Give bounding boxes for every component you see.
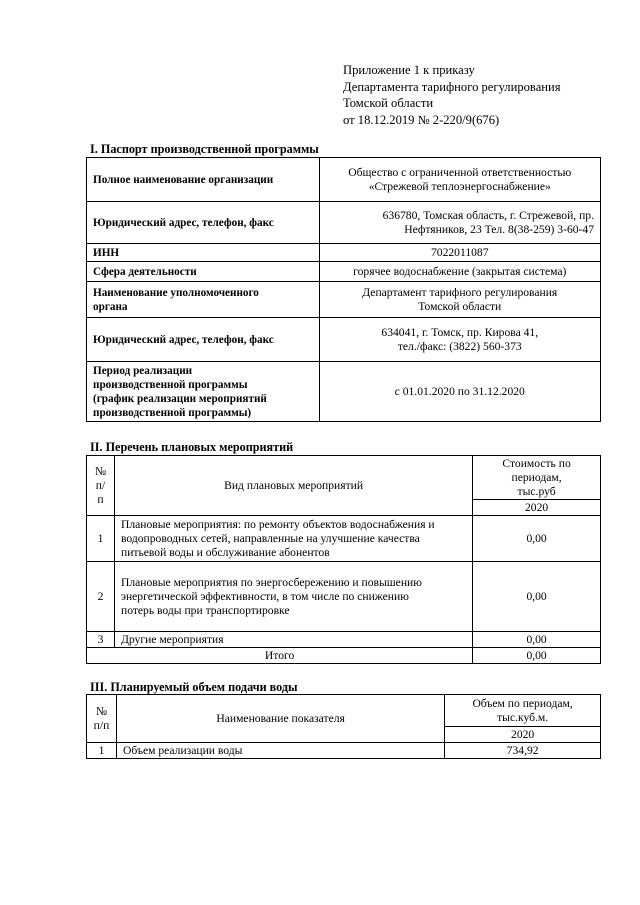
- table-row: [87, 632, 601, 648]
- text-line: потерь воды при транспортировке: [120, 603, 290, 617]
- row-cost: 0,00: [473, 632, 601, 648]
- row-num: 1: [87, 516, 115, 562]
- value-line: «Стрежевой теплоэнергоснабжение»: [368, 179, 551, 193]
- year-header: 2020: [473, 500, 601, 516]
- text-line: Плановые мероприятия по энергосбережению и повышению: [120, 575, 422, 589]
- passport-row: [87, 202, 601, 244]
- row-cost: 0,00: [473, 562, 601, 632]
- total-label: Итого: [87, 648, 473, 664]
- section-1-title: I. Паспорт производственной программы: [90, 142, 319, 156]
- passport-value: с 01.01.2020 по 31.12.2020: [319, 362, 600, 422]
- passport-value: [319, 318, 600, 362]
- label-line: Наименование уполномоченного: [93, 286, 259, 299]
- row-text: Другие мероприятия: [114, 632, 472, 648]
- row-num: 1: [87, 743, 117, 759]
- passport-row: [87, 244, 601, 262]
- activities-table: [86, 455, 601, 664]
- label-line: (график реализации мероприятий: [93, 392, 267, 405]
- appendix-line-4: от 18.12.2019 № 2-220/9(676): [343, 112, 500, 127]
- passport-value: [319, 158, 600, 202]
- text-line: водопроводных сетей, направленные на улучшение качества: [120, 531, 420, 545]
- value-line: Томской области: [418, 299, 502, 313]
- total-value: 0,00: [473, 648, 601, 664]
- table-row: [87, 743, 601, 759]
- col-name-header: Наименование показателя: [116, 695, 444, 743]
- appendix-header: [343, 62, 561, 128]
- volume-header-row: [87, 695, 601, 727]
- label-line: Период реализации: [93, 364, 193, 377]
- water-volume-table: [86, 694, 601, 759]
- text-line: питьевой воды и обслуживание абонентов: [120, 545, 330, 559]
- passport-row: [87, 158, 601, 202]
- header-line: периодам,: [511, 470, 562, 484]
- appendix-line-3: Томской области: [343, 96, 434, 111]
- header-line: п/п: [95, 478, 106, 506]
- value-line: Общество с ограниченной ответственностью: [348, 165, 572, 179]
- passport-row: [87, 318, 601, 362]
- section-3-title: III. Планируемый объем подачи воды: [90, 680, 298, 694]
- year-header: 2020: [445, 727, 601, 743]
- table-row: [87, 516, 601, 562]
- label-line: производственной программы): [93, 406, 252, 419]
- row-name: Объем реализации воды: [116, 743, 444, 759]
- appendix-line-1: Приложение 1 к приказу: [343, 63, 475, 77]
- total-row: [87, 648, 601, 664]
- passport-label: Полное наименование организации: [87, 158, 320, 202]
- label-line: органа: [93, 300, 128, 313]
- passport-row: [87, 362, 601, 422]
- passport-label: Юридический адрес, телефон, факс: [87, 318, 320, 362]
- header-line: Стоимость по: [502, 456, 571, 470]
- activities-header-row: [87, 456, 601, 500]
- col-volume-header: [445, 695, 601, 727]
- value-line: 636780, Томская область, г. Стрежевой, пр.: [382, 208, 594, 222]
- passport-row: [87, 282, 601, 318]
- passport-label: Юридический адрес, телефон, факс: [87, 202, 320, 244]
- header-line: №: [95, 704, 108, 718]
- passport-value: [319, 202, 600, 244]
- col-num-header: [87, 456, 115, 516]
- passport-value: горячее водоснабжение (закрытая система): [319, 262, 600, 282]
- value-line: Нефтяников, 23 Тел. 8(38-259) 3-60-47: [404, 222, 594, 236]
- col-cost-header: [473, 456, 601, 500]
- label-line: производственной программы: [93, 378, 248, 391]
- row-num: 2: [87, 562, 115, 632]
- row-text: [114, 562, 472, 632]
- passport-label: ИНН: [87, 244, 320, 262]
- header-line: №: [94, 464, 107, 478]
- passport-table: [86, 157, 601, 422]
- passport-label: [87, 362, 320, 422]
- header-line: Объем по периодам,: [472, 696, 573, 710]
- header-line: тыс.куб.м.: [497, 710, 549, 724]
- header-line: тыс.руб: [517, 484, 556, 498]
- row-cost: 0,00: [473, 516, 601, 562]
- col-name-header: Вид плановых мероприятий: [114, 456, 472, 516]
- value-line: 634041, г. Томск, пр. Кирова 41,: [381, 325, 539, 339]
- passport-value: 7022011087: [319, 244, 600, 262]
- text-line: Плановые мероприятия: по ремонту объектов водоснабжения и: [120, 517, 435, 531]
- value-line: Департамент тарифного регулирования: [362, 285, 558, 299]
- section-2-title: II. Перечень плановых мероприятий: [90, 440, 294, 454]
- passport-row: [87, 262, 601, 282]
- row-num: 3: [87, 632, 115, 648]
- row-text: [114, 516, 472, 562]
- table-row: [87, 562, 601, 632]
- value-line: тел./факс: (3822) 560-373: [397, 339, 522, 353]
- passport-value: [319, 282, 600, 318]
- row-value: 734,92: [445, 743, 601, 759]
- passport-label: [87, 282, 320, 318]
- col-num-header: [87, 695, 117, 743]
- text-line: энергетической эффективности, в том числе по снижению: [120, 589, 409, 603]
- appendix-line-2: Департамента тарифного регулирования: [343, 79, 561, 94]
- header-line: п/п: [93, 718, 110, 732]
- passport-label: Сфера деятельности: [87, 262, 320, 282]
